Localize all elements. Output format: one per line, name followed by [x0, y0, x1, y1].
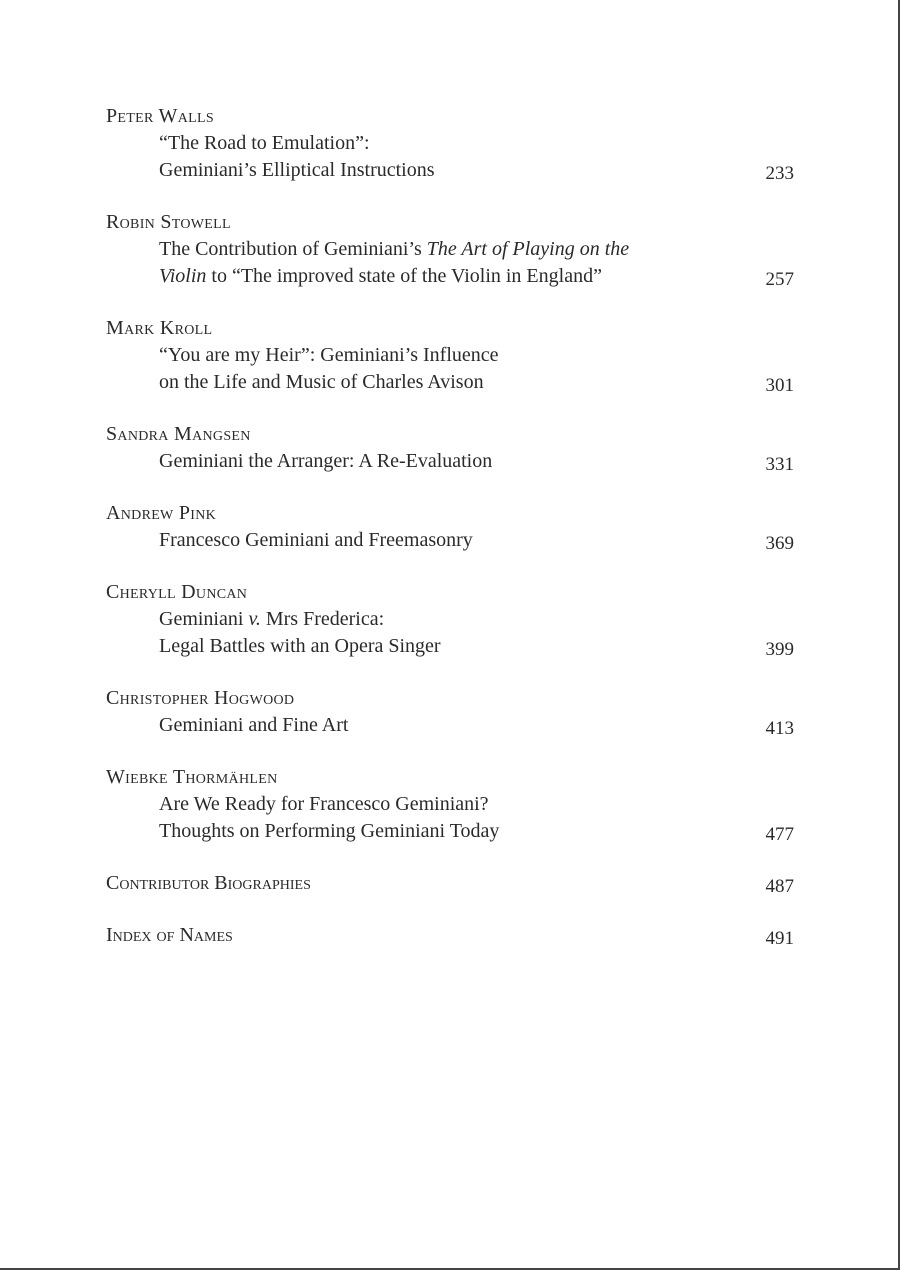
title-text: on the Life and Music of Charles Avison [159, 371, 484, 393]
title-italic: v. [248, 608, 261, 630]
toc-entry [106, 315, 796, 396]
title-italic: Violin [159, 265, 207, 287]
title-text: Geminiani [159, 608, 249, 630]
page-number[interactable]: 487 [765, 876, 794, 897]
section-title: Index of Names [106, 924, 233, 946]
author-name: Christopher Hogwood [106, 687, 295, 709]
page-number[interactable]: 477 [765, 824, 794, 845]
title-text: Geminiani the Arranger: A Re-Evaluation [159, 450, 493, 472]
page-number[interactable]: 399 [765, 639, 794, 660]
toc-entry [106, 103, 796, 184]
page-number[interactable]: 491 [765, 928, 794, 949]
table-of-contents [106, 103, 796, 974]
toc-entry [106, 579, 796, 660]
toc-entry [106, 421, 796, 475]
title-text: Thoughts on Performing Geminiani Today [159, 820, 500, 842]
title-text: Geminiani’s Elliptical Instructions [159, 159, 435, 181]
toc-entry [106, 500, 796, 554]
author-name: Peter Walls [106, 105, 214, 127]
toc-back-matter [106, 870, 796, 897]
page-number[interactable]: 301 [765, 375, 794, 396]
title-line [106, 157, 796, 184]
author-name: Cheryll Duncan [106, 581, 248, 603]
title-line [106, 236, 796, 263]
author-name: Sandra Mangsen [106, 423, 251, 445]
section-heading [106, 870, 796, 897]
author-name: Andrew Pink [106, 502, 217, 524]
section-heading [106, 922, 796, 949]
title-line [106, 606, 796, 633]
title-text: Geminiani and Fine Art [159, 714, 349, 736]
title-line: Are We Ready for Francesco Geminiani? [159, 793, 489, 815]
title-line: “You are my Heir”: Geminiani’s Influence [159, 344, 499, 366]
title-text: Legal Battles with an Opera Singer [159, 635, 441, 657]
author-name: Robin Stowell [106, 211, 231, 233]
title-text: The Contribution of Geminiani’s [159, 238, 427, 260]
toc-back-matter [106, 922, 796, 949]
author-name: Mark Kroll [106, 317, 213, 339]
title-line: “The Road to Emulation”: [159, 132, 370, 154]
title-text: Francesco Geminiani and Freemasonry [159, 529, 473, 551]
title-line [106, 818, 796, 845]
section-title: Contributor Biographies [106, 872, 311, 894]
title-line [106, 369, 796, 396]
author-name: Wiebke Thormählen [106, 766, 278, 788]
page-number[interactable]: 331 [765, 454, 794, 475]
page-number[interactable]: 257 [765, 269, 794, 290]
title-text: to “The improved state of the Violin in England” [206, 265, 602, 287]
page-number[interactable]: 233 [765, 163, 794, 184]
toc-entry [106, 209, 796, 290]
title-text: Mrs Frederica: [260, 608, 385, 630]
title-line [106, 633, 796, 660]
title-line [106, 448, 796, 475]
toc-entry [106, 685, 796, 739]
title-line [106, 712, 796, 739]
title-line [106, 527, 796, 554]
title-italic: The Art of Playing on the [426, 238, 630, 260]
page-number[interactable]: 413 [765, 718, 794, 739]
toc-entry [106, 764, 796, 845]
page-number[interactable]: 369 [765, 533, 794, 554]
title-line [106, 263, 796, 290]
